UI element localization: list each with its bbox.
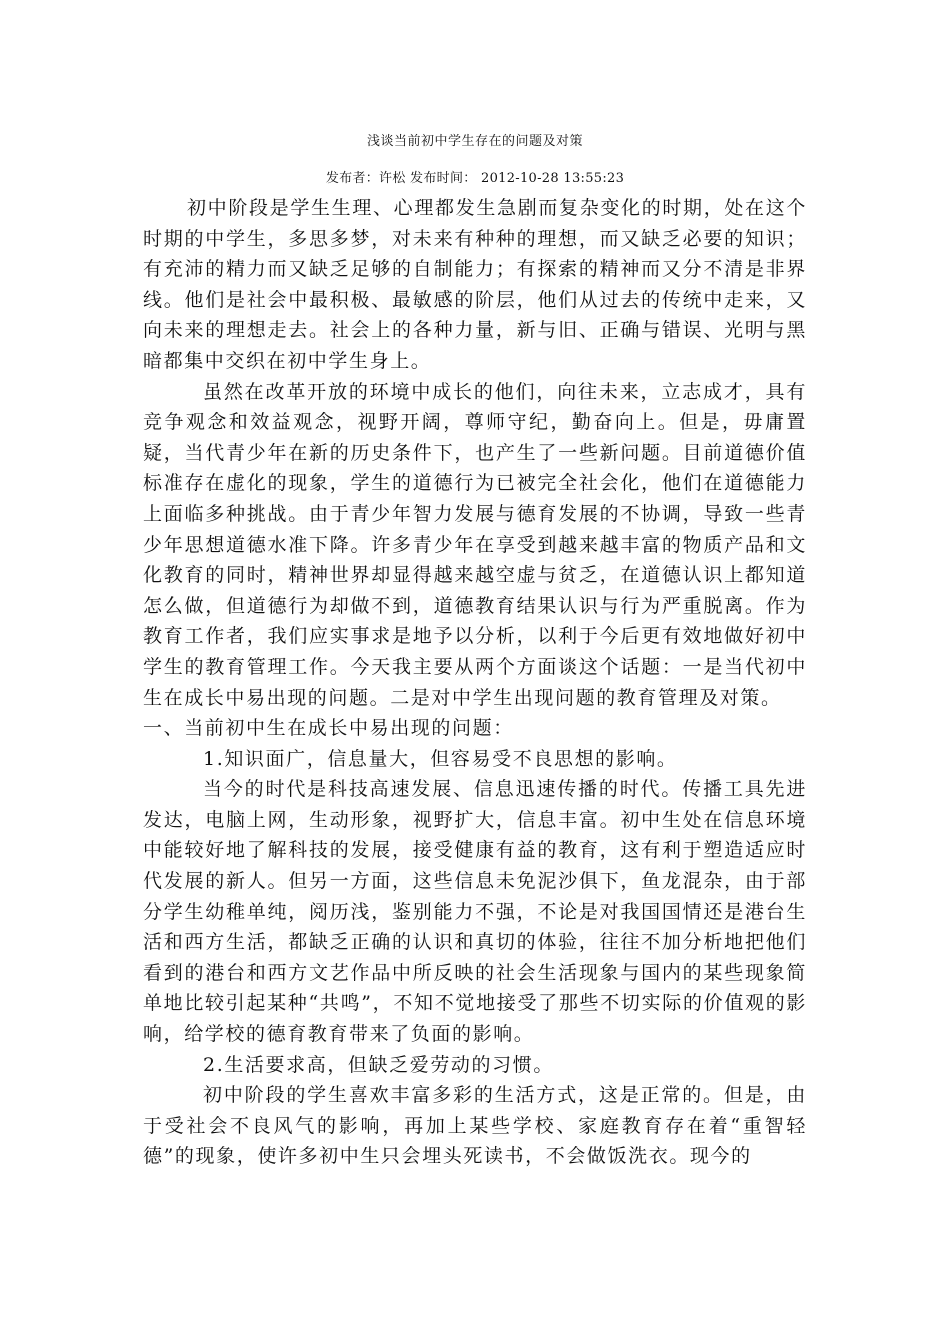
document-title: 浅谈当前初中学生存在的问题及对策: [366, 134, 583, 149]
paragraph-intro: 初中阶段是学生生理、心理都发生急剧而复杂变化的时期，处在这个时期的中学生，多思多梦，对未来有种种的理想，而又缺乏必要的知识；有充沛的精力而又缺乏足够的自制能力；有探索的精神而又分不清是非界线。他们是社会中最积极、最敏感的阶层，他们从过去的传统中走来，又向未来的理想走去。社会上的各种力量，新与旧、正确与错误、光明与黑暗都集中交织在初中学生身上。: [143, 197, 807, 372]
paragraph-labor: 初中阶段的学生喜欢丰富多彩的生活方式，这是正常的。但是，由于受社会不良风气的影响，再加上某些学校、家庭教育存在着“重智轻德”的现象，使许多初中生只会埋头死读书，不会做饭洗衣。现今的: [143, 1084, 807, 1168]
subheading-knowledge: 1.知识面广，信息量大，但容易受不良思想的影响。: [203, 747, 678, 770]
document-body: [143, 193, 807, 1172]
section-heading-problems: 一、当前初中生在成长中易出现的问题：: [143, 717, 514, 740]
publish-info: 发布者：许松 发布时间： 2012-10-28 13:55:23: [325, 171, 625, 186]
paragraph-knowledge: 当今的时代是科技高速发展、信息迅速传播的时代。传播工具先进发达，电脑上网，生动形象，视野扩大，信息丰富。初中生处在信息环境中能较好地了解科技的发展，接受健康有益的教育，这有利于塑造适应时代发展的新人。但另一方面，这些信息未免泥沙俱下，鱼龙混杂，由于部分学生幼稚单纯，阅历浅，鉴别能力不强，不论是对我国国情还是港台生活和西方生活，都缺乏正确的认识和真切的体验，往往不加分析地把他们看到的港台和西方文艺作品中所反映的社会生活现象与国内的某些现象简单地比较引起某种“共鸣”，不知不觉地接受了那些不切实际的价值观的影响，给学校的德育教育带来了负面的影响。: [143, 778, 807, 1046]
subheading-labor: 2.生活要求高，但缺乏爱劳动的习惯。: [203, 1053, 554, 1076]
paragraph-background: 虽然在改革开放的环境中成长的他们，向往未来，立志成才，具有竞争观念和效益观念，视野开阔，尊师守纪，勤奋向上。但是，毋庸置疑，当代青少年在新的历史条件下，也产生了一些新问题。目前道德价值标准存在虚化的现象，学生的道德行为已被完全社会化，他们在道德能力上面临多种挑战。由于青少年智力发展与德育发展的不协调，导致一些青少年思想道德水准下降。许多青少年在享受到越来越丰富的物质产品和文化教育的同时，精神世界却显得越来越空虚与贫乏，在道德认识上都知道怎么做，但道德行为却做不到，道德教育结果认识与行为严重脱离。作为教育工作者，我们应实事求是地予以分析，以利于今后更有效地做好初中学生的教育管理工作。今天我主要从两个方面谈这个话题：一是当代初中生在成长中易出现的问题。二是对中学生出现问题的教育管理及对策。: [143, 380, 807, 709]
